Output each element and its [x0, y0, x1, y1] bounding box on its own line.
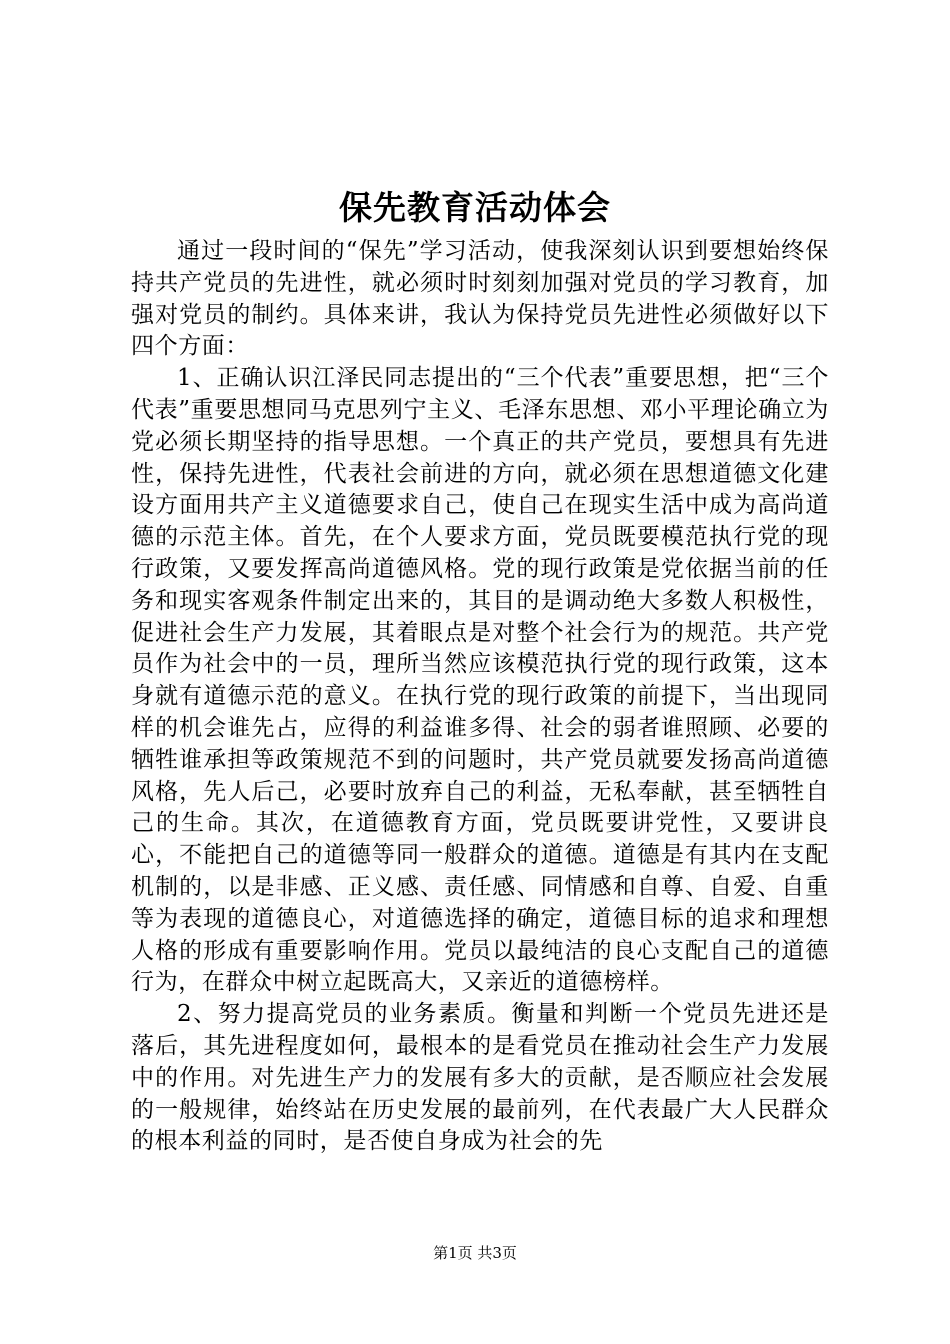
document-body: [131, 236, 829, 1158]
document-title: 保先教育活动体会: [339, 188, 611, 227]
paragraph-point-2: 2、努力提高党员的业务素质。衡量和判断一个党员先进还是落后，其先进程度如何，最根本的是看党员在推动社会生产力发展中的作用。对先进生产力的发展有多大的贡献，是否顺应社会发展的一般规律，始终站在历史发展的最前列，在代表最广大人民群众的根本利益的同时，是否使自身成为社会的先: [131, 1001, 829, 1155]
page-footer: 第1页 共3页: [433, 1244, 517, 1262]
paragraph-intro: 通过一段时间的“保先”学习活动，使我深刻认识到要想始终保持共产党员的先进性，就必须时时刻刻加强对党员的学习教育，加强对党员的制约。具体来讲，我认为保持党员先进性必须做好以下四个方面：: [131, 238, 829, 360]
paragraph-point-1: 1、正确认识江泽民同志提出的“三个代表”重要思想，把“三个代表”重要思想同马克思列宁主义、毛泽东思想、邓小平理论确立为党必须长期坚持的指导思想。一个真正的共产党员，要想具有先进性，保持先进性，代表社会前进的方向，就必须在思想道德文化建设方面用共产主义道德要求自己，使自己在现实生活中成为高尚道德的示范主体。首先，在个人要求方面，党员既要模范执行党的现行政策，又要发挥高尚道德风格。党的现行政策是党依据当前的任务和现实客观条件制定出来的，其目的是调动绝大多数人积极性，促进社会生产力发展，其着眼点是对整个社会行为的规范。共产党员作为社会中的一员，理所当然应该模范执行党的现行政策，这本身就有道德示范的意义。在执行党的现行政策的前提下，当出现同样的机会谁先占，应得的利益谁多得、社会的弱者谁照顾、必要的牺牲谁承担等政策规范不到的问题时，共产党员就要发扬高尚道德风格，先人后己，必要时放弃自己的利益，无私奉献，甚至牺牲自己的生命。其次，在道德教育方面，党员既要讲党性，又要讲良心，不能把自己的道德等同一般群众的道德。道德是有其内在支配机制的，以是非感、正义感、责任感、同情感和自尊、自爱、自重等为表现的道德良心，对道德选择的确定，道德目标的追求和理想人格的形成有重要影响作用。党员以最纯洁的良心支配自己的道德行为，在群众中树立起既高大，又亲近的道德榜样。: [131, 365, 829, 996]
